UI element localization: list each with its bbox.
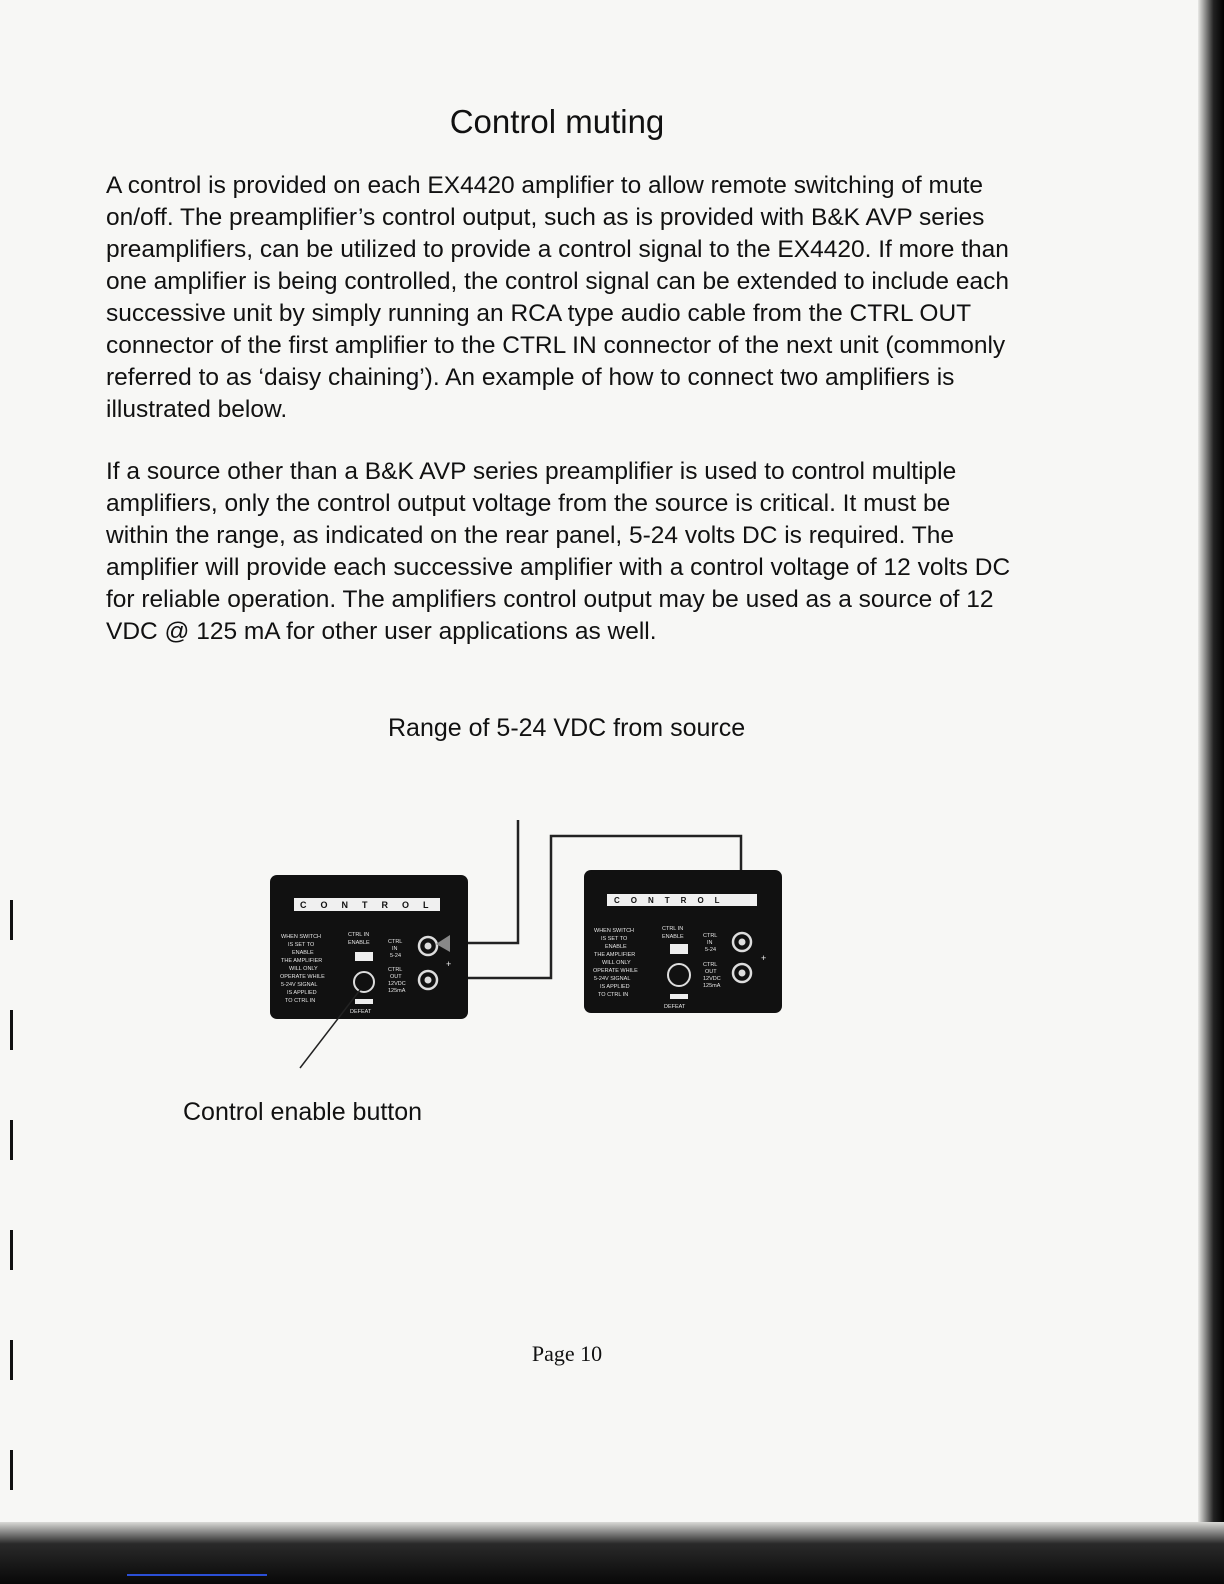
svg-text:ENABLE: ENABLE: [605, 944, 627, 950]
svg-text:WHEN SWITCH: WHEN SWITCH: [281, 934, 322, 940]
svg-text:IS SET TO: IS SET TO: [288, 942, 315, 948]
svg-text:OUT: OUT: [390, 974, 402, 980]
svg-text:WHEN SWITCH: WHEN SWITCH: [594, 928, 635, 934]
svg-text:CTRL: CTRL: [388, 939, 403, 945]
panel-header: CONTROL: [300, 900, 443, 910]
svg-text:5-24: 5-24: [705, 947, 717, 953]
control-panel-first-amplifier: [270, 875, 468, 1019]
svg-text:THE AMPLIFIER: THE AMPLIFIER: [594, 952, 636, 958]
svg-text:WILL ONLY: WILL ONLY: [289, 966, 318, 972]
svg-text:5-24V SIGNAL: 5-24V SIGNAL: [281, 982, 318, 988]
svg-text:IS APPLIED: IS APPLIED: [287, 990, 317, 996]
page-title: Control muting: [449, 103, 665, 140]
svg-text:CTRL: CTRL: [703, 962, 718, 968]
svg-text:12VDC: 12VDC: [388, 981, 406, 987]
svg-text:THE AMPLIFIER: THE AMPLIFIER: [281, 958, 323, 964]
svg-text:IN: IN: [392, 946, 398, 952]
enable-button: [668, 964, 690, 986]
svg-text:DEFEAT: DEFEAT: [350, 1009, 372, 1015]
plus-symbol: +: [446, 959, 452, 969]
enable-button: [354, 972, 374, 992]
panel-header: CONTROL: [614, 896, 731, 905]
svg-text:OUT: OUT: [705, 969, 717, 975]
svg-text:TO CTRL IN: TO CTRL IN: [285, 998, 316, 1004]
page-number: Page 10: [531, 1341, 603, 1366]
defeat-indicator: [670, 994, 688, 999]
paragraph-daisy-chain: A control is provided on each EX4420 amplifier to allow remote switching of mute on/off. The preamplifier’s control output, such as is provided with B&K AVP series preamplifiers, can be utilized to provide a control signal to the EX4420. If more than one amplifier is being controlled, the control signal can be extended to include each successive unit by simply running an RCA type audio cable from the CTRL OUT connector of the first amplifier to the CTRL IN connector of the next unit (commonly referred to as ‘daisy chaining’). An example of how to connect two amplifiers is illustrated below.: [106, 172, 1009, 423]
svg-text:WILL ONLY: WILL ONLY: [602, 960, 631, 966]
svg-text:ENABLE: ENABLE: [292, 950, 314, 956]
svg-text:125mA: 125mA: [703, 983, 721, 989]
svg-text:ENABLE: ENABLE: [662, 934, 684, 940]
svg-text:IS SET TO: IS SET TO: [601, 936, 628, 942]
svg-text:12VDC: 12VDC: [703, 976, 721, 982]
svg-text:CTRL IN: CTRL IN: [348, 932, 370, 938]
svg-text:5-24V SIGNAL: 5-24V SIGNAL: [594, 976, 631, 982]
svg-text:TO CTRL IN: TO CTRL IN: [598, 992, 629, 998]
svg-text:DEFEAT: DEFEAT: [664, 1004, 686, 1010]
range-caption: Range of 5-24 VDC from source: [388, 714, 746, 742]
svg-text:ENABLE: ENABLE: [348, 940, 370, 946]
svg-text:OPERATE WHILE: OPERATE WHILE: [280, 974, 325, 980]
svg-text:IS APPLIED: IS APPLIED: [600, 984, 630, 990]
enable-indicator: [355, 952, 373, 961]
svg-text:OPERATE WHILE: OPERATE WHILE: [593, 968, 638, 974]
svg-text:CTRL IN: CTRL IN: [662, 926, 684, 932]
svg-text:CTRL: CTRL: [703, 933, 718, 939]
paragraph-control-voltage: If a source other than a B&K AVP series preamplifier is used to control multiple amplifiers, only the control output voltage from the source is critical. It must be within the range, as indicated on the rear panel, 5-24 volts DC is required. The amplifier will provide each successive amplifier with a control voltage of 12 volts DC for reliable operation. The amplifiers control output may be used as a source of 12 VDC @ 125 mA for other user applications as well.: [106, 458, 1011, 645]
defeat-indicator: [355, 999, 373, 1004]
svg-text:IN: IN: [707, 940, 713, 946]
control-enable-caption: Control enable button: [183, 1098, 423, 1126]
plus-symbol: +: [761, 953, 767, 963]
enable-indicator: [670, 944, 688, 954]
svg-text:125mA: 125mA: [388, 988, 406, 994]
svg-text:CTRL: CTRL: [388, 967, 403, 973]
control-panel-second-amplifier: [584, 870, 782, 1013]
svg-text:5-24: 5-24: [390, 953, 402, 959]
